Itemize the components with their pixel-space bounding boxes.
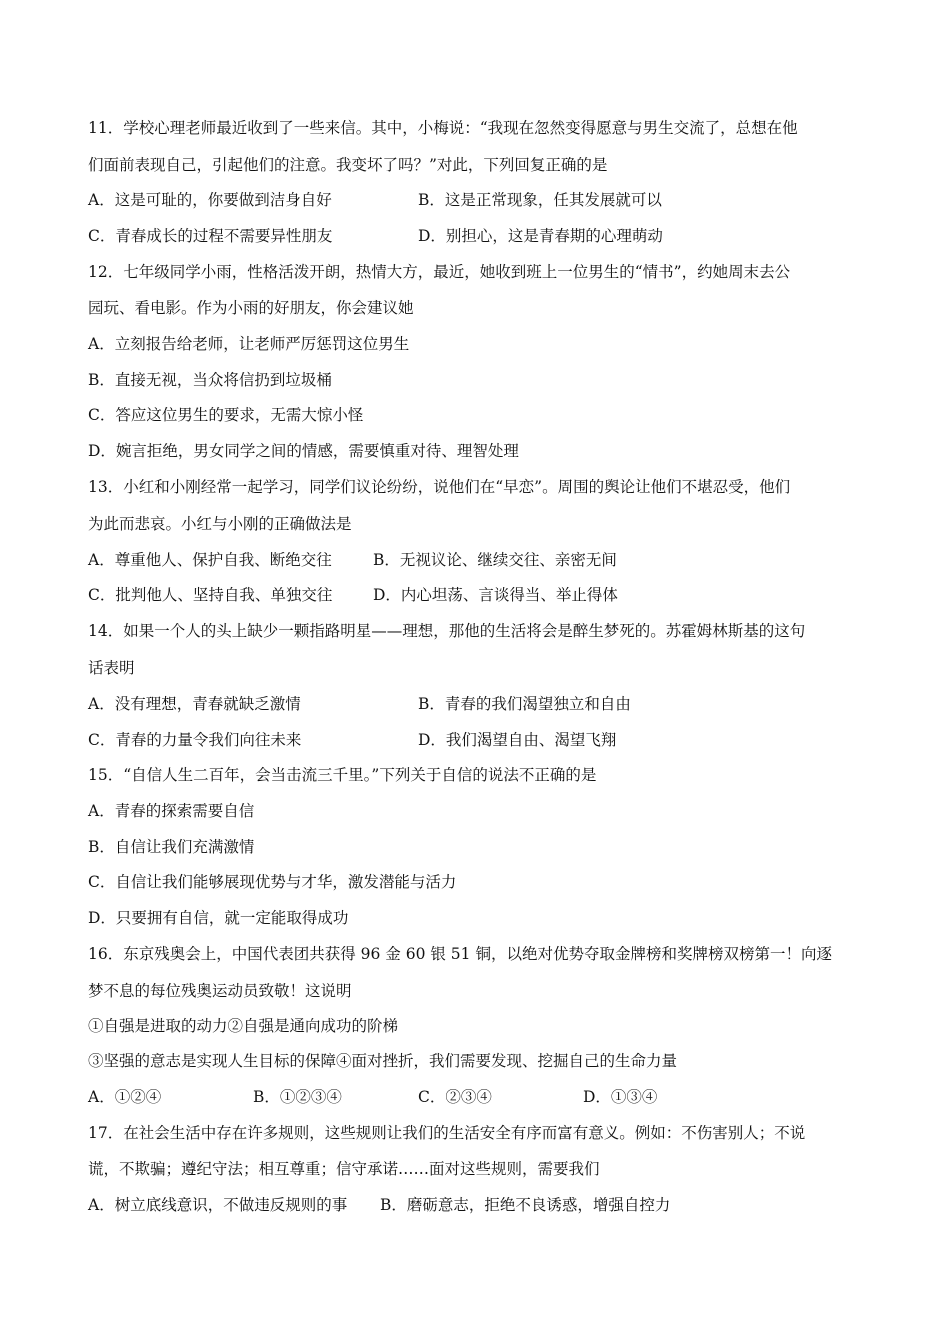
q16-option-a: A．①②④ [88,1088,162,1106]
q17-option-a: A．树立底线意识，不做违反规则的事 [88,1196,348,1214]
q12-option-b: B．直接无视，当众将信扔到垃圾桶 [88,371,332,389]
q17-stem-line2: 谎，不欺骗；遵纪守法；相互尊重；信守承诺……面对这些规则，需要我们 [88,1160,600,1178]
q16-stem-line1: 16．东京残奥会上，中国代表团共获得 96 金 60 银 51 铜，以绝对优势夺取金牌榜和奖牌榜双榜第一！向逐 [88,945,832,963]
q16-statement-line1: ①自强是进取的动力②自强是通向成功的阶梯 [88,1017,399,1035]
q14-stem-line2: 话表明 [88,659,135,677]
q13-option-b: B．无视议论、继续交往、亲密无间 [373,551,617,569]
q11-option-d: D．别担心，这是青春期的心理萌动 [418,227,663,245]
q13-option-c: C．批判他人、坚持自我、单独交往 [88,586,333,604]
q13-option-d: D．内心坦荡、言谈得当、举止得体 [373,586,618,604]
q15-option-b: B．自信让我们充满激情 [88,838,255,856]
q16-statement-line2: ③坚强的意志是实现人生目标的保障④面对挫折，我们需要发现、挖掘自己的生命力量 [88,1052,678,1070]
q13-stem-line1: 13．小红和小刚经常一起学习，同学们议论纷纷，说他们在“早恋”。周围的舆论让他们不堪忍受，他们 [88,478,791,496]
q14-option-a: A．没有理想，青春就缺乏激情 [88,695,301,713]
q16-option-d: D．①③④ [583,1088,658,1106]
q11-option-c: C．青春成长的过程不需要异性朋友 [88,227,333,245]
q17-option-b: B．磨砺意志，拒绝不良诱惑，增强自控力 [380,1196,671,1214]
q12-option-d: D．婉言拒绝，男女同学之间的情感，需要慎重对待、理智处理 [88,442,519,460]
q12-option-a: A．立刻报告给老师，让老师严厉惩罚这位男生 [88,335,410,353]
q14-stem-line1: 14．如果一个人的头上缺少一颗指路明星——理想，那他的生活将会是醉生梦死的。苏霍姆林斯基的这句 [88,622,806,640]
q15-option-c: C．自信让我们能够展现优势与才华，激发潜能与活力 [88,873,457,891]
q15-option-a: A．青春的探索需要自信 [88,802,255,820]
q11-stem-line1: 11．学校心理老师最近收到了一些来信。其中，小梅说：“我现在忽然变得愿意与男生交流了，总想在他 [88,119,798,137]
q16-option-b: B．①②③④ [253,1088,342,1106]
q13-option-a: A．尊重他人、保护自我、断绝交往 [88,551,332,569]
q12-stem-line1: 12．七年级同学小雨，性格活泼开朗，热情大方，最近，她收到班上一位男生的“情书”，约她周末去公 [88,263,791,281]
q11-option-b: B．这是正常现象，任其发展就可以 [418,191,662,209]
q14-option-d: D．我们渴望自由、渴望飞翔 [418,731,617,749]
q13-stem-line2: 为此而悲哀。小红与小刚的正确做法是 [88,515,352,533]
q17-stem-line1: 17．在社会生活中存在许多规则，这些规则让我们的生活安全有序而富有意义。例如：不伤害别人；不说 [88,1124,806,1142]
q16-option-c: C．②③④ [418,1088,492,1106]
q12-stem-line2: 园玩、看电影。作为小雨的好朋友，你会建议她 [88,299,414,317]
q15-option-d: D．只要拥有自信，就一定能取得成功 [88,909,349,927]
q11-option-a: A．这是可耻的，你要做到洁身自好 [88,191,332,209]
q14-option-c: C．青春的力量令我们向往未来 [88,731,302,749]
q14-option-b: B．青春的我们渴望独立和自由 [418,695,631,713]
q11-stem-line2: 们面前表现自己，引起他们的注意。我变坏了吗？”对此，下列回复正确的是 [88,156,608,174]
q12-option-c: C．答应这位男生的要求，无需大惊小怪 [88,406,364,424]
q16-stem-line2: 梦不息的每位残奥运动员致敬！这说明 [88,982,352,1000]
q15-stem-line1: 15．“自信人生二百年，会当击流三千里。”下列关于自信的说法不正确的是 [88,766,597,784]
